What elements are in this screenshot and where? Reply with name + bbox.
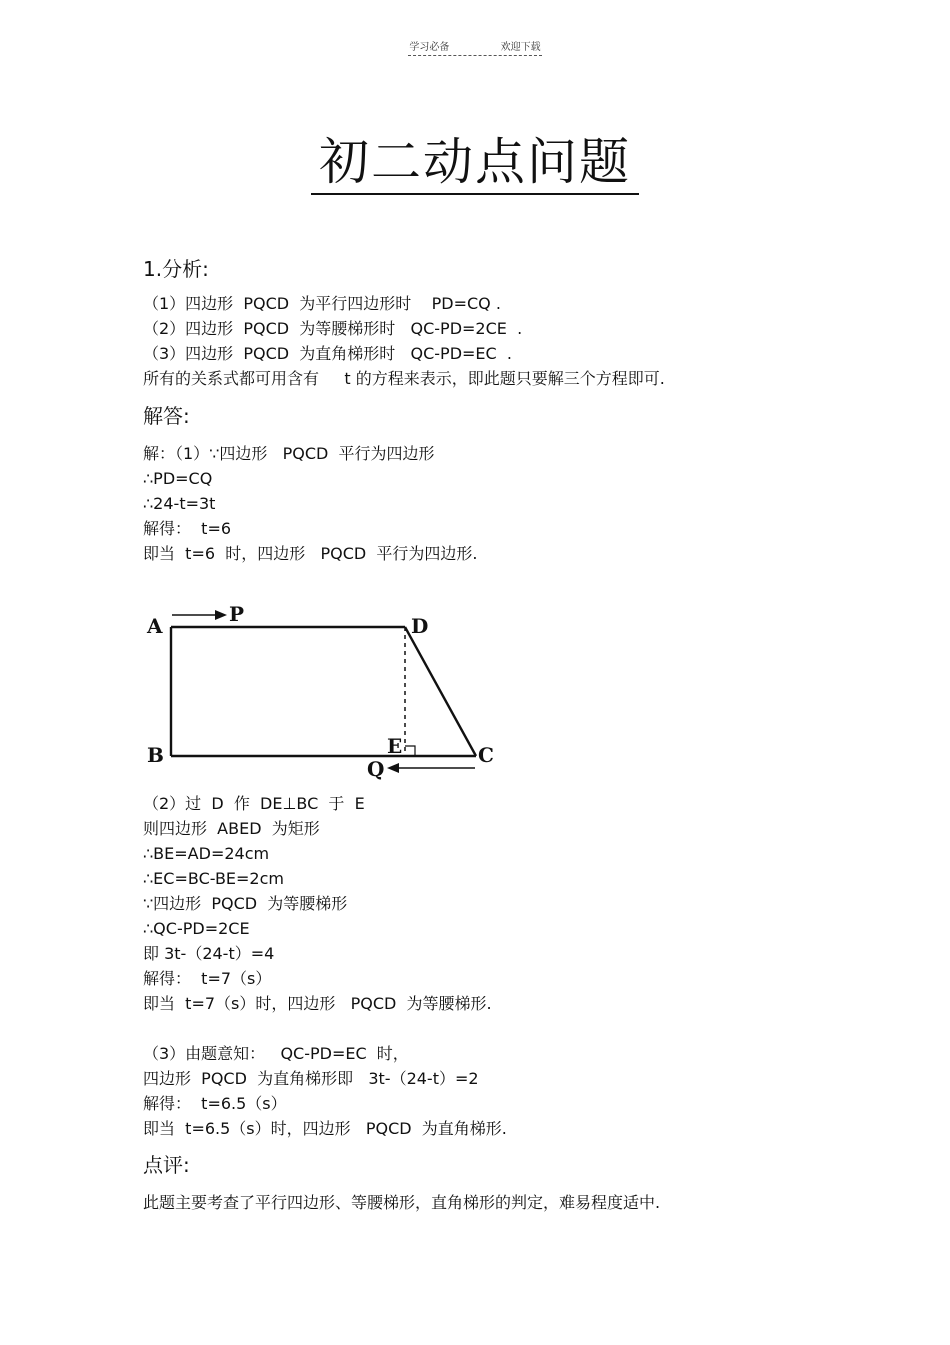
label-d: D	[411, 614, 429, 638]
label-e: E	[387, 734, 403, 758]
answer-line: 解得： t=6	[143, 519, 232, 538]
label-c: C	[478, 743, 494, 767]
answer-line: （3）由题意知： QC-PD=EC 时，	[143, 1044, 409, 1063]
answer-line: 解得： t=7（s）	[143, 969, 272, 988]
analysis-line: （1）四边形 PQCD 为平行四边形时 PD=CQ .	[143, 294, 501, 313]
label-q: Q	[367, 757, 385, 781]
answer-line: ∴QC-PD=2CE	[143, 919, 250, 938]
label-a: A	[147, 614, 163, 638]
answer-line: （2）过 D 作 DE⊥BC 于 E	[143, 794, 365, 813]
review-text: 此题主要考查了平行四边形、等腰梯形，直角梯形的判定，难易程度适中.	[143, 1193, 661, 1212]
answer-line: 四边形 PQCD 为直角梯形即 3t-（24-t）=2	[143, 1069, 479, 1088]
page-header	[0, 38, 950, 53]
answer-line: ∴EC=BC-BE=2cm	[143, 869, 284, 888]
answer-line: 则四边形 ABED 为矩形	[143, 819, 320, 838]
answer-line: 解得： t=6.5（s）	[143, 1094, 287, 1113]
right-angle-mark	[405, 746, 415, 756]
trapezoid-figure	[143, 600, 503, 782]
header-left-text: 学习必备	[409, 42, 450, 53]
review-heading: 点评:	[143, 1153, 190, 1177]
analysis-line: （2）四边形 PQCD 为等腰梯形时 QC-PD=2CE .	[143, 319, 523, 338]
label-p: P	[229, 602, 245, 626]
edge-dc	[405, 627, 476, 756]
header-rule	[408, 55, 542, 56]
answer-line: ∴PD=CQ	[143, 469, 213, 488]
answer-line: 解：（1）∵四边形 PQCD 平行为四边形	[143, 444, 435, 463]
answer-line: 即当 t=6 时，四边形 PQCD 平行为四边形.	[143, 544, 478, 563]
answer-line: ∵四边形 PQCD 为等腰梯形	[143, 894, 348, 913]
arrow-q-head	[387, 763, 399, 773]
analysis-heading: 1.分析:	[143, 257, 209, 281]
answer-line: 即当 t=6.5（s）时，四边形 PQCD 为直角梯形.	[143, 1119, 507, 1138]
analysis-line: 所有的关系式都可用含有 t 的方程来表示，即此题只要解三个方程即可.	[143, 369, 665, 388]
answer-line: 即当 t=7（s）时，四边形 PQCD 为等腰梯形.	[143, 994, 492, 1013]
answer-line: ∴BE=AD=24cm	[143, 844, 270, 863]
label-b: B	[147, 743, 164, 767]
arrow-p-head	[215, 610, 227, 620]
answer-heading: 解答:	[143, 404, 190, 428]
answer-line: ∴24-t=3t	[143, 494, 216, 513]
analysis-line: （3）四边形 PQCD 为直角梯形时 QC-PD=EC .	[143, 344, 512, 363]
header-right-text: 欢迎下载	[500, 42, 541, 53]
answer-line: 即 3t-（24-t）=4	[143, 944, 275, 963]
page-title: 初二动点问题	[0, 122, 950, 194]
